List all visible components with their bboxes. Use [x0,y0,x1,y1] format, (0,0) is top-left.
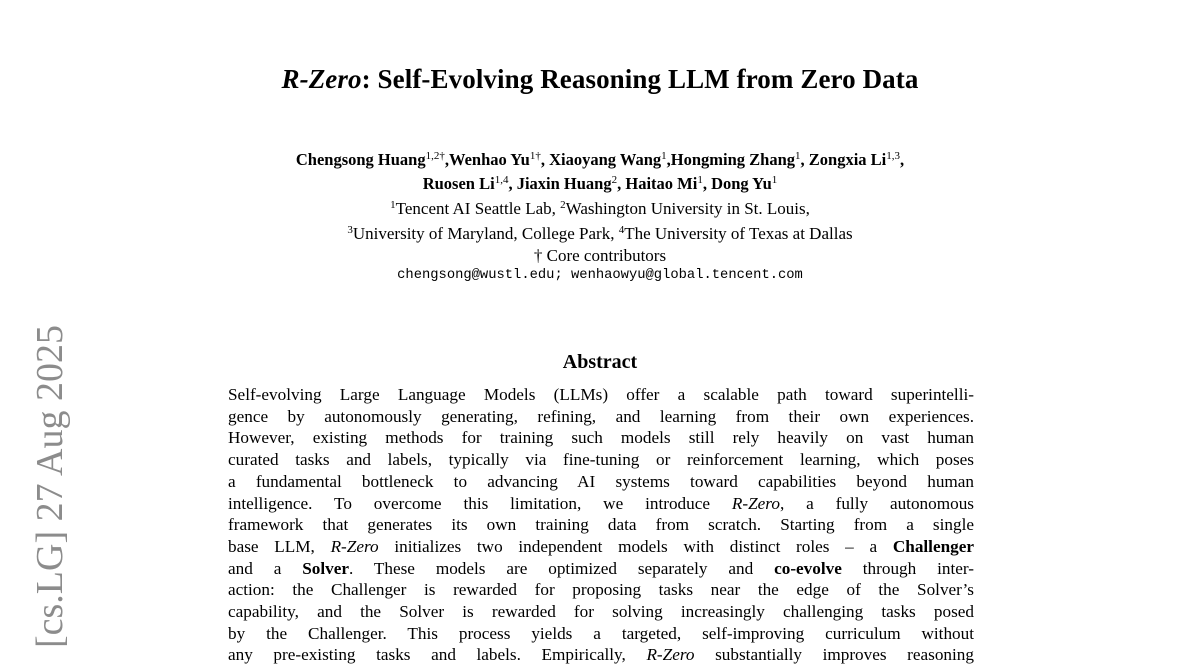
abstract-text: . These models are optimized separately and [349,558,775,578]
author-affil-sup: 1 [771,174,778,186]
abstract-text: initializes two independent models with distinct roles – a [378,536,893,556]
abstract-bold-solver: Solver [302,558,350,578]
paper-title [0,64,1200,95]
author-line-1: Chengsong Huang$^{1,2\dagger}$,Wenhao $Yu^{1\dagger}$, Xiaoyang Wang$^1$,Hongming Zhang$^1$, Zongxia Li$^{1,3}$, [295,150,905,169]
affil-text: Tencent AI Seattle Lab, [395,199,561,218]
abstract-line [228,558,974,580]
author-name [809,150,900,169]
abstract-italic-r-zero: R-Zero [731,493,780,513]
affil-sup: 4 [618,224,625,236]
affil-text: University of Maryland, College Park, [352,224,619,243]
author-text: Xiaoyang Wang [549,150,662,169]
abstract-text: intelligence. To overcome this limitation, we introduce [228,493,732,513]
author-name [449,150,541,169]
author-affil-sup: 1 [661,150,667,162]
author-affil-sup: 2 [611,174,618,186]
abstract-italic-r-zero: R-Zero [330,536,379,556]
title-italic: R-Zero [281,64,362,94]
author-line-2: Ruosen Li$^{1,4}$, Jiaxin Huang$^2$, Haitao Mi$^1$, Dong Yu$^1$ [422,174,778,193]
abstract-text: and a [228,558,303,578]
affil-sup: 1 [390,199,396,211]
abstract-line: Self-evolving Large Language Models (LLMs) offer a scalable path toward superintelli- [228,385,974,404]
abstract-text: substantially improves reasoning [694,645,974,665]
author-affil-sup: 1,3 [886,150,900,162]
author-text: Jiaxin Huang [516,174,612,193]
abstract-text: any pre-existing tasks and labels. Empirically, [228,645,647,665]
author-text: Dong Yu [711,174,772,193]
author-text: Chengsong Huang [295,150,426,169]
abstract-text: through inter- [841,558,974,578]
abstract-line: by the Challenger. This process yields a targeted, self-improving curriculum without [228,623,974,643]
abstract-line: framework that generates its own training data from scratch. Starting from a single [228,515,974,535]
author-affil-sup: 1,4 [494,174,509,186]
author-text: Ruosen Li [422,174,495,193]
abstract-line [228,536,974,558]
abstract-line: capability, and the Solver is rewarded for solving increasingly challenging tasks posed [228,602,974,622]
affil-text: Washington University in St. Louis, [565,199,810,218]
author-text: Haitao Mi [625,174,698,193]
affil-sup: 3 [347,224,353,236]
abstract-bold-co-evolve: co-evolve [774,558,842,578]
author-text: Hongming Zhang [670,150,796,169]
abstract-body [228,384,974,666]
abstract-italic-r-zero: R-Zero [646,645,695,665]
affil-sup: 2 [560,199,566,211]
author-affil-sup: 1,2† [425,150,445,162]
abstract-text: , a fully autonomous [779,493,974,513]
author-list [0,148,1200,196]
author-affil-sup: 1 [697,174,703,186]
author-affil-sup: 1† [529,150,541,162]
author-affil-sup: 1 [795,150,801,162]
author-emails[interactable]: chengsong@wustl.edu; wenhaowyu@global.tencent.com [397,268,803,283]
abstract-bold-challenger: Challenger [892,536,974,556]
abstract-text: base LLM, [228,536,331,556]
abstract-line: action: the Challenger is rewarded for proposing tasks near the edge of the Solver’s [228,580,974,600]
core-contributors-note: † Core contributors [533,246,667,265]
abstract-line: curated tasks and labels, typically via fine-tuning or reinforcement learning, which poses [228,450,974,470]
abstract-line [228,493,974,515]
arxiv-side-stamp: [cs.LG] 27 Aug 2025 [29,325,71,648]
author-text: Zongxia Li [808,150,887,169]
affil-text: The University of Texas at Dallas [624,224,853,243]
author-name [711,174,777,193]
author-name [625,174,702,193]
abstract-heading: Abstract [562,351,638,373]
author-name [517,174,617,193]
abstract-line: a fundamental bottleneck to advancing AI systems toward capabilities beyond human [228,471,974,491]
title-rest: : Self-Evolving Reasoning LLM from Zero Data [361,64,919,94]
author-name [296,150,445,169]
author-name [423,174,509,193]
abstract-line: gence by autonomously generating, refining, and learning from their own experiences. [228,406,974,426]
author-name [671,150,801,169]
author-text: Wenhao Yu [449,150,530,169]
affiliation-line-1 [0,197,1200,221]
abstract-line: However, existing methods for training such models still rely heavily on vast human [228,428,974,448]
affiliation-line-2 [0,222,1200,246]
author-name [549,150,667,169]
